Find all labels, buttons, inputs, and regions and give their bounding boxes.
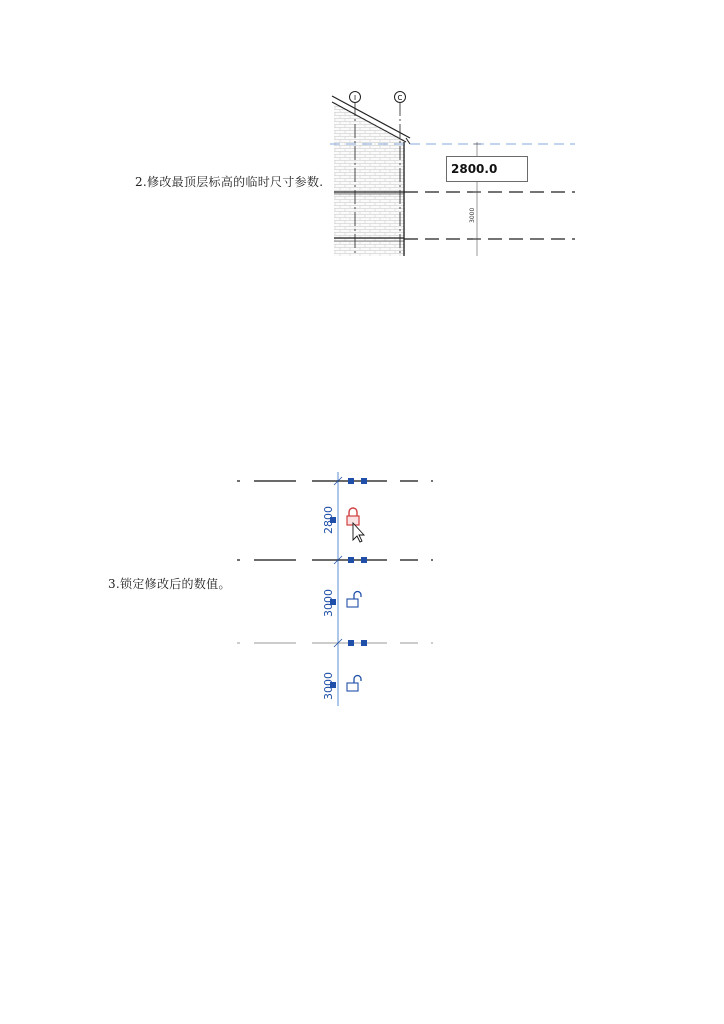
small-dimension-label: 3000 bbox=[469, 207, 476, 223]
levels-figure bbox=[232, 470, 442, 710]
step2-caption: 2.修改最顶层标高的临时尺寸参数. bbox=[135, 175, 324, 189]
step3-caption: 3.锁定修改后的数值。 bbox=[108, 577, 231, 591]
dimension-value-1[interactable]: 2800 bbox=[322, 506, 335, 534]
lock-open-icon[interactable] bbox=[347, 676, 361, 692]
grip-handle[interactable] bbox=[361, 640, 367, 646]
grip-handle[interactable] bbox=[361, 478, 367, 484]
cursor-arrow-icon bbox=[353, 523, 364, 542]
levels-drawing bbox=[232, 470, 442, 710]
grid-label-1: I bbox=[353, 94, 357, 102]
grip-handle[interactable] bbox=[348, 557, 354, 563]
grid-label-2: C bbox=[397, 94, 403, 102]
elevation-figure bbox=[330, 88, 580, 260]
brick-wall bbox=[334, 102, 405, 256]
dimension-value-3[interactable]: 3000 bbox=[322, 672, 335, 700]
dimension-value-2[interactable]: 3000 bbox=[322, 589, 335, 617]
grip-handle[interactable] bbox=[361, 557, 367, 563]
temp-dimension-input[interactable]: 2800.0 bbox=[446, 156, 528, 182]
lock-open-icon[interactable] bbox=[347, 592, 361, 608]
grip-handle[interactable] bbox=[348, 478, 354, 484]
grip-handle[interactable] bbox=[348, 640, 354, 646]
